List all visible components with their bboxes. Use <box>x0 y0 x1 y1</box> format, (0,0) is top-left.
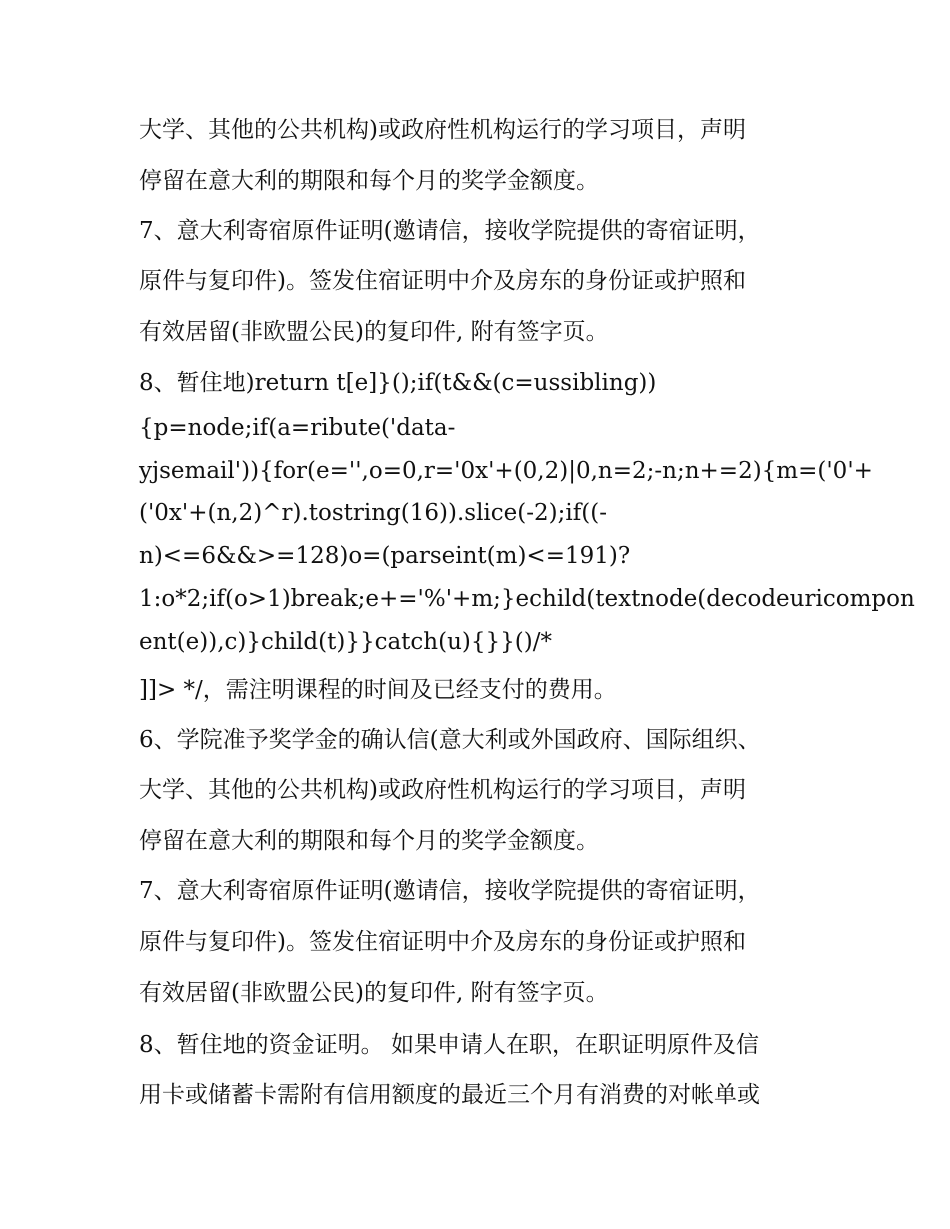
text-line: 大学、其他的公共机构)或政府性机构运行的学习项目，声明 <box>139 777 746 803</box>
text-line: 原件与复印件)。签发住宿证明中介及房东的身份证或护照和 <box>139 929 746 955</box>
text-line: 7、意大利寄宿原件证明(邀请信，接收学院提供的寄宿证明， <box>139 218 761 244</box>
text-line: ent(e)),c)}child(t)}}catch(u){}}()/* <box>139 629 552 655</box>
text-line: 停留在意大利的期限和每个月的奖学金额度。 <box>139 828 599 854</box>
text-line: 1:o*2;if(o>1)break;e+='%'+m;}echild(textnode(decodeuricompon <box>139 586 915 612</box>
text-line: 8、暂住地的资金证明。 如果申请人在职，在职证明原件及信 <box>139 1032 759 1058</box>
text-line: 有效居留(非欧盟公民)的复印件, 附有签字页。 <box>139 319 609 345</box>
text-line: ('0x'+(n,2)^r).tostring(16)).slice(-2);if((- <box>139 500 607 526</box>
text-line: n)<=6&&>=128)o=(parseint(m)<=191)? <box>139 543 631 569</box>
text-line: 停留在意大利的期限和每个月的奖学金额度。 <box>139 168 599 194</box>
text-line: ]]> */，需注明课程的时间及已经支付的费用。 <box>139 677 617 703</box>
text-line: 6、学院准予奖学金的确认信(意大利或外国政府、国际组织、 <box>139 727 761 753</box>
text-line: 有效居留(非欧盟公民)的复印件, 附有签字页。 <box>139 980 609 1006</box>
text-line: yjsemail')){for(e='',o=0,r='0x'+(0,2)|0,n=2;-n;n+=2){m=('0'+ <box>139 458 873 484</box>
text-line: 8、暂住地)return t[e]}();if(t&&(c=ussibling)) <box>139 370 657 396</box>
text-line: 7、意大利寄宿原件证明(邀请信，接收学院提供的寄宿证明， <box>139 878 761 904</box>
text-line: {p=node;if(a=ribute('data- <box>139 415 456 441</box>
text-line: 原件与复印件)。签发住宿证明中介及房东的身份证或护照和 <box>139 268 746 294</box>
text-line: 大学、其他的公共机构)或政府性机构运行的学习项目，声明 <box>139 117 746 143</box>
text-line: 用卡或储蓄卡需附有信用额度的最近三个月有消费的对帐单或 <box>139 1082 760 1108</box>
